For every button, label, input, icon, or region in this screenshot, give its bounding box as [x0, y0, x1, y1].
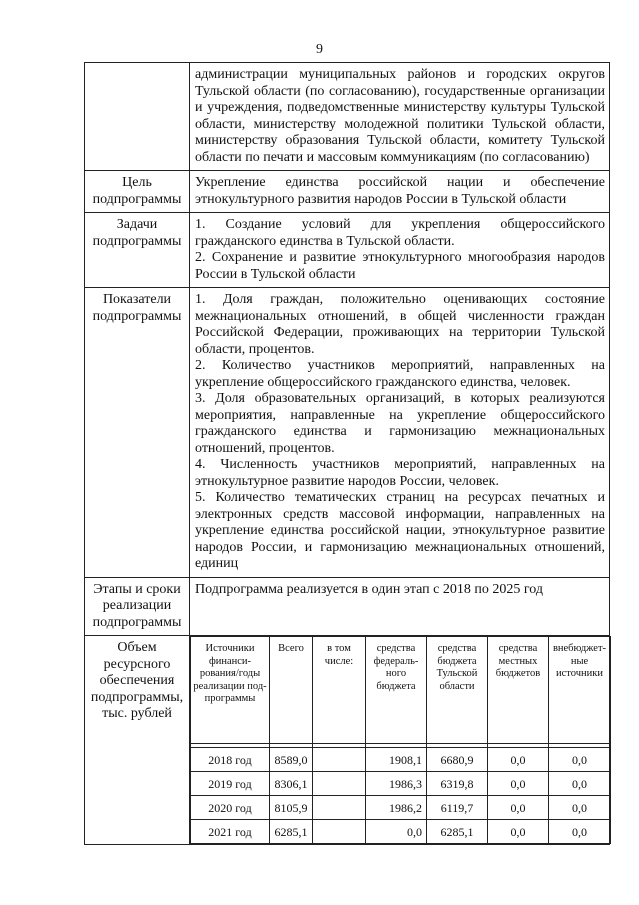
federal-cell: 1908,1 [366, 748, 427, 772]
executors-continuation-text [190, 63, 610, 171]
local-cell: 0,0 [488, 796, 549, 820]
tasks-content [190, 213, 610, 288]
funding-header-cell: Всего [270, 637, 313, 744]
total-cell: 6285,1 [270, 820, 313, 844]
executors-continuation-row [85, 63, 610, 171]
goal-row [85, 171, 610, 213]
federal-cell: 0,0 [366, 820, 427, 844]
task-item: 2. Сохранение и развитие этнокультурного многообразия народов России в Тульской области [195, 250, 605, 282]
stages-content [190, 577, 610, 636]
funding-header-cell: средства местных бюджетов [488, 637, 549, 744]
continuation-line: и учреждения, подведомственные министерству культуры Тульской [195, 100, 605, 115]
extra-cell: 0,0 [549, 772, 611, 796]
funding-header-cell: в том числе: [313, 637, 366, 744]
funding-header-cell: Источники финанси-рования/годы реализации под-программы [191, 637, 270, 744]
stages-text: Подпрограмма реализуется в один этап с 2018 по 2025 год [195, 581, 543, 597]
indicator-item: 3. Доля образовательных организаций, в которых реализуются мероприятия, направленные на укрепление общероссийского гражданского единства и гармонизацию межнациональных отношений, процентов. [195, 391, 605, 456]
continuation-line: администрации муниципальных районов и городских округов [195, 67, 605, 82]
stages-row [85, 577, 610, 636]
page-number: 9 [316, 42, 323, 57]
indicator-item: 2. Количество участников мероприятий, направленных на укрепление общероссийского гражданского единства, человек. [195, 358, 605, 390]
extra-cell: 0,0 [549, 820, 611, 844]
funding-data-row [191, 820, 611, 844]
indicators-content [190, 288, 610, 578]
tasks-row [85, 213, 610, 288]
funding-data-row [191, 748, 611, 772]
funding-row [85, 636, 610, 845]
extra-cell: 0,0 [549, 748, 611, 772]
extra-cell: 0,0 [549, 796, 611, 820]
year-cell: 2021 год [191, 820, 270, 844]
subprogram-passport-table [84, 62, 610, 845]
goal-content [190, 171, 610, 213]
regional-cell: 6285,1 [427, 820, 488, 844]
year-cell: 2020 год [191, 796, 270, 820]
tasks-label: Задачи подпрограммы [85, 213, 190, 288]
including-cell [313, 772, 366, 796]
funding-table [190, 636, 611, 844]
funding-header-cell: средства федераль-ного бюджета [366, 637, 427, 744]
funding-header-cell: внебюджет-ные источники [549, 637, 611, 744]
local-cell: 0,0 [488, 820, 549, 844]
total-cell: 8589,0 [270, 748, 313, 772]
funding-data-row [191, 772, 611, 796]
including-cell [313, 748, 366, 772]
goal-label: Цель подпрограммы [85, 171, 190, 213]
local-cell: 0,0 [488, 772, 549, 796]
indicator-item: 5. Количество тематических страниц на ресурсах печатных и электронных средств массовой информации, направленных на укрепление единства российской нации, этнокультурное развитие народов России, и гармонизацию межнациональных отношений, единиц [195, 490, 605, 571]
empty-label-cell [85, 63, 190, 171]
task-item: 1. Создание условий для укрепления общероссийского гражданского единства в Тульской области. [195, 217, 605, 249]
indicator-item: 4. Численность участников мероприятий, направленных на этнокультурное развитие народов России, человек. [195, 457, 605, 489]
including-cell [313, 796, 366, 820]
funding-content [190, 636, 610, 845]
goal-text: Укрепление единства российской нации и обеспечение этнокультурного развития народов России в Тульской области [195, 175, 605, 207]
indicators-row [85, 288, 610, 578]
federal-cell: 1986,2 [366, 796, 427, 820]
continuation-line: Тульской области (по согласованию), государственные организации [195, 83, 605, 99]
total-cell: 8105,9 [270, 796, 313, 820]
including-cell [313, 820, 366, 844]
regional-cell: 6119,7 [427, 796, 488, 820]
indicator-item: 1. Доля граждан, положительно оценивающих состояние межнациональных отношений, в общей численности граждан Российской Федерации, проживающих на территории Тульской области, процентов. [195, 292, 605, 357]
funding-header-cell: средства бюджета Тульской области [427, 637, 488, 744]
stages-label: Этапы и сроки реализации подпрограммы [85, 577, 190, 636]
continuation-line: министерству образования Тульской области, комитету Тульской [195, 133, 605, 148]
local-cell: 0,0 [488, 748, 549, 772]
indicators-label: Показатели подпрограммы [85, 288, 190, 578]
regional-cell: 6319,8 [427, 772, 488, 796]
continuation-line: области, министерству молодежной политики Тульской области, [195, 116, 605, 132]
continuation-line: области по печати и массовым коммуникациям (по согласованию) [195, 149, 590, 165]
federal-cell: 1986,3 [366, 772, 427, 796]
regional-cell: 6680,9 [427, 748, 488, 772]
funding-data-row [191, 796, 611, 820]
funding-label: Объем ресурсного обеспечения подпрограммы, тыс. рублей [85, 636, 190, 845]
year-cell: 2018 год [191, 748, 270, 772]
total-cell: 8306,1 [270, 772, 313, 796]
year-cell: 2019 год [191, 772, 270, 796]
funding-header-row [191, 637, 611, 744]
